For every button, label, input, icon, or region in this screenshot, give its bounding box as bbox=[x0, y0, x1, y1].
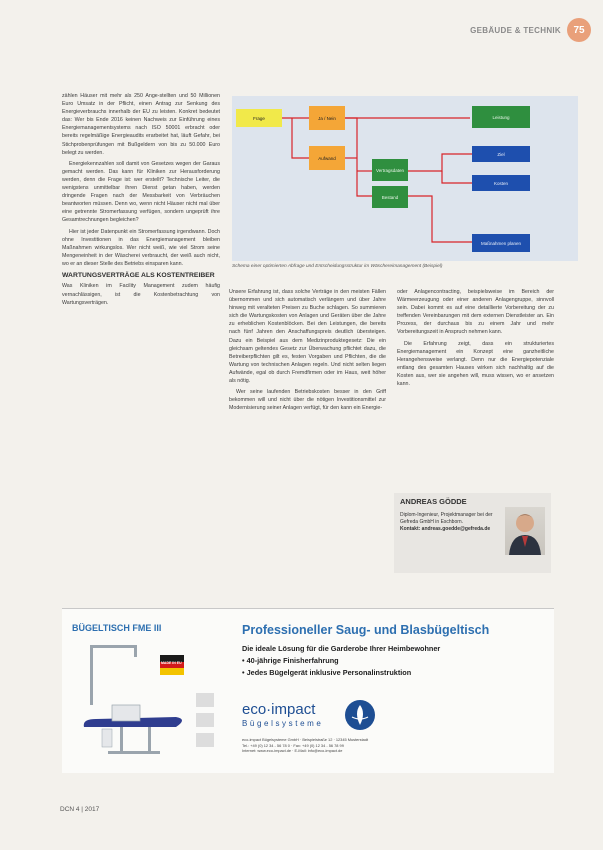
author-photo bbox=[505, 507, 545, 555]
feature-icon bbox=[196, 733, 214, 747]
eco-impact-logo-icon bbox=[344, 699, 376, 736]
feature-icon bbox=[196, 713, 214, 727]
author-name: ANDREAS GÖDDE bbox=[400, 497, 467, 506]
decision-box: Ja / Nein bbox=[309, 106, 345, 130]
subheading: WARTUNGSVERTRÄGE ALS KOSTENTREIBER bbox=[62, 271, 215, 279]
paragraph: oder Anlagencontracting, beispielsweise im Bereich der Wärmeerzeugung oder einer anderen Anlagengruppe, sinnvoll sein. Dabei kommt es auf eine detaillierte Vorbereitung der zu treffenden Vereinbarungen mit dem externen Dienstleister an. Ein Prozess, der durchaus bis zu einem Jahr und mehr Vorbereitungszeit in Anspruch nehmen kann. bbox=[397, 289, 554, 336]
flow-diagram bbox=[232, 96, 578, 261]
ad-subtitle: Die ideale Lösung für die Garderobe Ihrer Heimbewohner bbox=[242, 644, 441, 653]
brand-logo: eco·impact bbox=[242, 701, 316, 718]
section-label: GEBÄUDE & TECHNIK bbox=[470, 25, 561, 35]
ad-bullet: • Jedes Bügelgerät inklusive Personalinstruktion bbox=[242, 668, 412, 677]
paragraph: Wer seine laufenden Betriebskosten besser in den Griff bekommen will und nicht über die nötigen Investitionsmittel zur Modernisierung seiner Anlagen verfügt, für den kann ein Energie- bbox=[229, 389, 386, 412]
start-box: Frage bbox=[236, 109, 282, 127]
column-2 bbox=[229, 288, 386, 415]
ad-product-title: BÜGELTISCH FME III bbox=[72, 623, 162, 633]
contract-data-box: Vertragsdaten bbox=[372, 159, 408, 181]
column-1 bbox=[62, 92, 220, 310]
flag-icon bbox=[160, 655, 184, 675]
person-icon bbox=[505, 507, 545, 555]
feature-icon bbox=[196, 693, 214, 707]
author-contact: Kontakt: andreas.goedde@gefreda.de bbox=[400, 526, 491, 533]
contact-line: Tel.: +49 (0) 12 34 - 56 78 0 · Fax: +49 (0) 12 34 - 56 78 99 bbox=[242, 742, 344, 748]
section-header bbox=[470, 18, 591, 42]
ad-bullet: • 40-jährige Finisherfahrung bbox=[242, 656, 339, 665]
paragraph: zählen Häuser mit mehr als 250 Ange-stellten und 50 Millionen Euro Umsatz in der Pflicht, einen Antrag zur Senkung des Energieverbrauchs innerhalb der EU zu leisten. Konkret bedeutet das: Wer bis Ende 2016 keinen Nachweis zur Einführung eines Energiemanagementsystems nach ISO 50001 erbracht oder bereits regelmäßige Energieaudits erarbeitet hat, läuft Gefahr, bei Stichprobenprüfungen mit Bußgeldern von bis zu 50.000 Euro belegt zu werden. bbox=[62, 93, 220, 156]
paragraph: Unsere Erfahrung ist, dass solche Verträge in den meisten Fällen übernommen und sich automatisch verlängern und über Jahre hinweg mit veralteten Preisen zu Buche schlagen. So summieren sich die Wartungskosten von Anlagen und Geräten über die Jahre zu erheblichen Kostenblöcken. Bei den Leistungen, die bereits nach fünf Jahren den Anschaffungspreis deutlich übersteigen. Dazu ein Beispiel aus dem Medizinproduktegesetz: Die ein gleichsam geltendes Gesetz zur Überwachung pflichtet dazu, die Betreiberpflichten gilt es, festen Vorgaben und Pflichten, die die Wartung von technischen Anlagen regeln. Und nicht selten liegen Aufwände, egal ob durch Fremdfirmen oder im Haus, weit höher als nötig. bbox=[229, 289, 386, 385]
page-number: 75 bbox=[567, 18, 591, 42]
paragraph: Energiekennzahlen soll damit von Gesetzes wegen der Garaus gemacht werden. Das kann für Kliniken zur Herausforderung werden, denn die Frage ist: wer erstellt? Technische Leiter, die wenigstens unmittelbar ihren Dienst getan haben, werden dringende Fragen nach der Messbarkeit von Verbräuchen beantworten müssen. Denn wo, wenn nicht Häuser nicht mal über eine getrennte Stromerfassung verfügen, sondern ungeprüft ihre Gesamtrechnungen begleichen? bbox=[62, 160, 220, 224]
contact-line: Internet: www.eco-impact.de · E-Mail: info@eco-impact.de bbox=[242, 748, 343, 754]
ad-headline: Professioneller Saug- und Blasbügeltisch bbox=[242, 623, 490, 637]
paragraph: Die Erfahrung zeigt, dass ein strukturiertes Energiemanagement ein Konzept eine ganzheitliche Herangehensweise verlangt. Denn nur die Energiepotenziale entlang des gesamten Hauses wirken sich nachhaltig auf die Kosten aus, wer sie angehen will, muss wissen, wo er ansetzen kann. bbox=[397, 340, 554, 388]
inventory-box: Bestand bbox=[372, 186, 408, 208]
advertisement bbox=[62, 608, 554, 773]
made-in-badge bbox=[160, 655, 184, 675]
effort-box: Aufwand bbox=[309, 146, 345, 170]
author-bio-text: Diplom-Ingenieur, Projektmanager bei der Gefreda GmbH in Eschborn. bbox=[400, 512, 493, 526]
feature-icons-column bbox=[196, 693, 216, 747]
cost-box: Kosten bbox=[472, 175, 530, 191]
contact-line: eco-impact Bügelsysteme GmbH · Beispielstraße 12 · 12345 Musterstadt bbox=[242, 737, 369, 742]
author-box bbox=[394, 493, 551, 573]
goal-box: Ziel bbox=[472, 146, 530, 162]
paragraph: Was Kliniken im Facility Management zudem häufig vernachlässigen, ist die Kostenbetrachtung von Wartungsverträgen. bbox=[62, 283, 220, 306]
diagram-caption: Schema einer optimierten Abfrage und Entscheidungsstruktur im Wäschereimanagement (Beispiel) bbox=[232, 264, 443, 269]
measures-box: Maßnahmen planen bbox=[472, 234, 530, 252]
paragraph: Hier ist jeder Datenpunkt ein Stromerfassung irgendwann. Doch ohne Investitionen in das Energiemanagement bleiben Maßnahmen wirkungslos. Wer nicht weiß, wie viel Strom seine Mengeneinheit in der Wäscherei verbraucht, der weiß auch nicht, wo er an dieser Stelle des Betriebs einsparen kann. bbox=[62, 228, 220, 267]
contact-block bbox=[242, 737, 542, 754]
author-bio bbox=[394, 506, 500, 534]
badge-text: MADE IN EU bbox=[161, 661, 182, 665]
performance-box: Leistung bbox=[472, 106, 530, 128]
brand-subtitle: Bügelsysteme bbox=[242, 719, 324, 728]
column-3 bbox=[397, 288, 554, 391]
page-footer: DCN 4 | 2017 bbox=[60, 806, 100, 813]
